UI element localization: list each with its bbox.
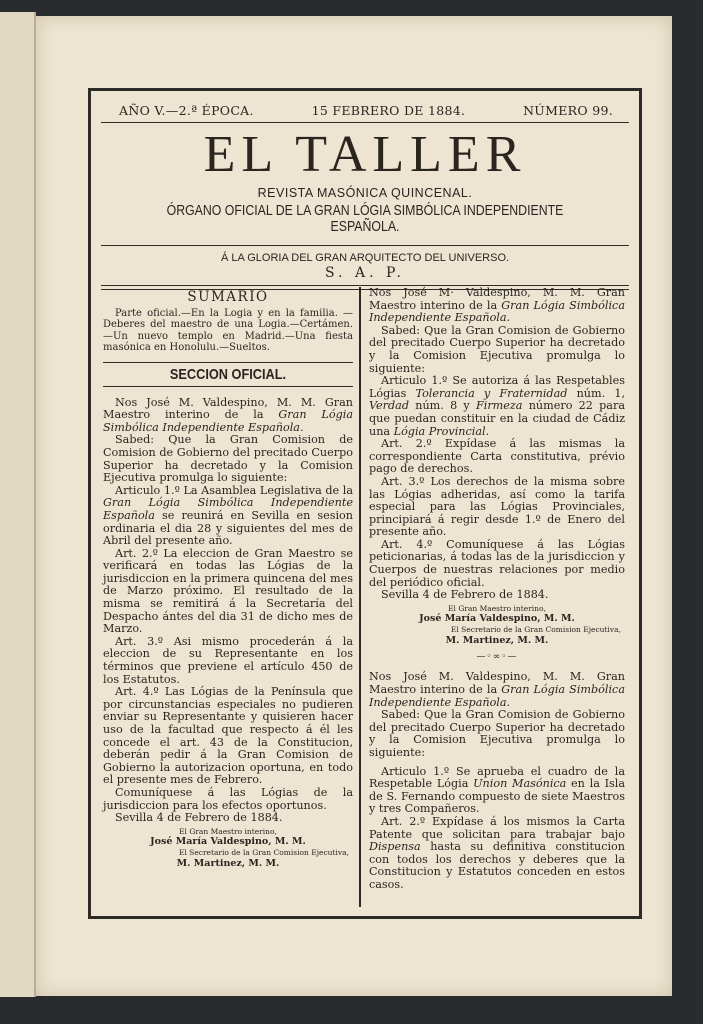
facing-page-edge <box>0 12 36 997</box>
signature-name-4: M. Martinez, M. M. <box>445 634 549 646</box>
signature-title-2: El Secretario de la Gran Comision Ejecutiva, <box>178 847 349 857</box>
decree3-art1: Articulo 1.º Se aprueba el cuadro de la Respetable Lógia Union Masónica en la Isla de S. Fernando compuesto de siete Maestros y tres Compañeros. <box>369 764 625 816</box>
summary-title: SUMARIO <box>187 289 269 305</box>
signature-title-1: El Gran Maestro interino, <box>179 826 277 836</box>
column-divider <box>359 287 361 907</box>
section-title: SECCION OFICIAL. <box>169 365 287 383</box>
decree2-art4: Art. 4.º Comuníquese á las Lógias peticionarias, á todas las de la jurisdiccion y Cuerpos de nuestras relaciones por medio del periódico oficial. <box>369 537 625 589</box>
sap-motto: S. A. P. <box>324 265 406 281</box>
decree2-art1: Articulo 1.º Se autoriza á las Respetables Lógias Tolerancia y Fraternidad núm. 1, Verdad núm. 8 y Firmeza número 22 para que puedan constituir en la ciudad de Cádiz una Lógia Provincial. <box>369 374 625 438</box>
decree2-art3: Art. 3.º Los derechos de la misma sobre las Lógias adheridas, así como la tarifa especial para las Lógias Provinciales, principiará á regir desde 1.º de Enero del presente año. <box>369 474 625 539</box>
decree1-art2: Art. 2.º La eleccion de Gran Maestro se verificará en todas las Lógias de la jurisdiccion en la primera quincena del mes de Marzo próximo. El resultado de la misma se remitirá á la Secretaría del Despacho ántes del dia 31 de dicho mes de Marzo. <box>103 546 353 636</box>
section-rule-bottom <box>103 386 353 387</box>
newspaper-subtitle: REVISTA MASÓNICA QUINCENAL. <box>257 186 473 200</box>
signature-name-1: José María Valdespino, M. M. <box>150 835 306 847</box>
decree2-sabed: Sabed: Que la Gran Comision de Gobierno del precitado Cuerpo Superior ha decretado y la Comision Ejecutiva promulga lo siguiente: <box>369 323 625 375</box>
masthead <box>101 91 629 279</box>
decree3-art2: Art. 2.º Expídase á los mismos la Carta Patente que solicitan para trabajar bajo Dispensa hasta su definitiva constitucion con todos los derechos y deberes que la Constitucion y Estatutos conceden en estos casos. <box>369 814 625 891</box>
decree2-art2: Art. 2.º Expídase á las mismas la correspondiente Carta constitutiva, prévio pago de derechos. <box>369 437 625 476</box>
decree2-place: Sevilla 4 de Febrero de 1884. <box>381 588 549 602</box>
left-column <box>103 287 353 870</box>
dateline <box>101 91 629 123</box>
masthead-rule <box>101 245 629 246</box>
newspaper-organ: ÓRGANO OFICIAL DE LA GRAN LÓGIA SIMBÓLICA INDEPENDIENTE ESPAÑOLA. <box>166 203 564 235</box>
signature-name-3: José María Valdespino, M. M. <box>419 612 575 624</box>
decree1-place: Sevilla 4 de Febrero de 1884. <box>115 811 283 825</box>
page-frame <box>88 88 642 919</box>
section-rule-top <box>103 362 353 363</box>
decree2-intro: Nos José M· Valdespino, M. M. Gran Maestro interino de la Gran Lógia Simbólica Independiente Española. <box>369 286 625 325</box>
newspaper-title: EL TALLER <box>203 126 527 183</box>
decree3-intro: Nos José M. Valdespino, M. M. Gran Maestro interino de la Gran Lógia Simbólica Independiente Española. <box>369 670 625 709</box>
decree3-sabed: Sabed: Que la Gran Comision de Gobierno del precitado Cuerpo Superior ha decretado y la Comision Ejecutiva promulga lo siguiente: <box>369 708 625 759</box>
signature-title-4: El Secretario de la Gran Comision Ejecutiva, <box>450 624 621 634</box>
decree1-art1: Articulo 1.º La Asamblea Legislativa de la Gran Lógia Simbólica Independiente Española se reunirá en Sevilla en sesion ordinaria el dia 28 y siguientes del mes de Abril del presente año. <box>103 483 353 548</box>
decree1-communique: Comuníquese á las Lógias de la jurisdiccion para los efectos oportunos. <box>103 785 353 812</box>
signature-title-3: El Gran Maestro interino, <box>448 603 546 613</box>
issue-date: 15 FEBRERO DE 1884. <box>311 103 466 118</box>
summary-text: Parte oficial.—En la Logia y en la familia. —Deberes del maestro de una Logia.—Certámen.—Un nuevo templo en Madrid.—Una fiesta masónica en Honolulu.—Sueltos. <box>103 307 353 354</box>
dedication: Á LA GLORIA DEL GRAN ARQUITECTO DEL UNIVERSO. <box>220 252 510 264</box>
decree1-sabed: Sabed: Que la Gran Comision de Comision de Gobierno del precitado Cuerpo Superior ha decretado y la Comision Ejecutiva promulga lo siguiente: <box>103 433 353 485</box>
issue-year: AÑO V.—2.ª ÉPOCA. <box>119 103 254 118</box>
decree1-art3: Art. 3.º Asi mismo procederán á la eleccion de su Representante en los términos que previene el artículo 450 de los Estatutos. <box>103 634 353 686</box>
issue-number: NÚMERO 99. <box>523 103 613 118</box>
decree1-art4: Art. 4.º Las Lógias de la Península que por circunstancias especiales no pudieren enviar su Representante y quisieren hacer uso de la facultad que respecto á él les concede el art. 43 de la Constitucion, deberán pedir á la Gran Comision de Gobierno la autorizacion oportuna, en todo el presente mes de Febrero. <box>103 685 353 787</box>
decree1-intro: Nos José M. Valdespino, M. M. Gran Maestro interino de la Gran Lógia Simbólica Independiente Española. <box>103 395 353 434</box>
ornament-divider: —◦∞◦— <box>476 651 518 662</box>
right-column <box>369 287 625 892</box>
newspaper-page <box>36 16 672 996</box>
signature-name-2: M. Martinez, M. M. <box>176 857 280 869</box>
